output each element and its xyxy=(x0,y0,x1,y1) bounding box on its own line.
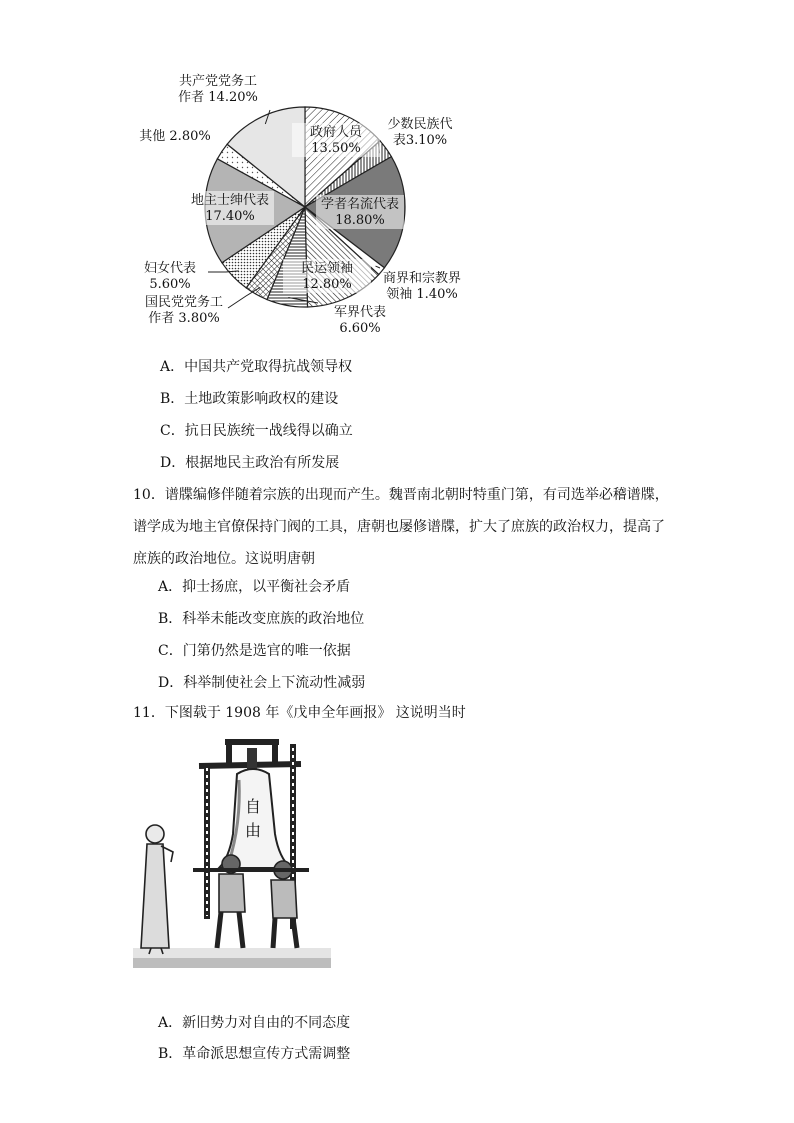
liberty-bell-illustration xyxy=(133,734,331,968)
pie-label-line-2: 作者 14.20% xyxy=(178,90,258,105)
q11-option-a[interactable]: A．新旧势力对自由的不同态度 xyxy=(158,1015,351,1031)
q9-option-b[interactable]: B．土地政策影响政权的建设 xyxy=(160,391,339,407)
bell-text-1: 自 xyxy=(244,797,262,816)
pie-slice-label xyxy=(145,294,223,326)
pie-slice-label xyxy=(310,125,363,156)
q10-stem-line-1: 10．谱牒编修伴随着宗族的出现而产生。魏晋南北朝时特重门第，有司选举必稽谱牒， xyxy=(133,487,669,503)
pie-label-line-1: 政府人员 xyxy=(309,125,363,140)
pie-label-line-1: 少数民族代 xyxy=(387,117,453,132)
pie-label-line-2: 18.80% xyxy=(335,213,385,228)
q9-option-c[interactable]: C．抗日民族统一战线得以确立 xyxy=(160,423,353,439)
pie-label-line-2: 5.60% xyxy=(149,277,191,292)
q10-stem-line-3: 庶族的政治地位。这说明唐朝 xyxy=(133,551,315,567)
pie-label-line-2: 6.60% xyxy=(339,321,381,336)
pie-label-line-2: 17.40% xyxy=(205,209,255,224)
pie-label-line-1: 其他 2.80% xyxy=(139,129,211,144)
q10-option-c[interactable]: C．门第仍然是选官的唯一依据 xyxy=(158,643,351,659)
q11-stem: 11．下图载于 1908 年《戊申全年画报》 这说明当时 xyxy=(133,705,466,721)
pie-label-line-2: 作者 3.80% xyxy=(148,311,220,326)
pie-slice-label xyxy=(144,261,196,292)
q9-option-a[interactable]: A．中国共产党取得抗战领导权 xyxy=(160,359,353,375)
pie-label-line-2: 领袖 1.40% xyxy=(386,287,458,302)
bell-icon xyxy=(219,769,291,868)
pie-leader-line xyxy=(228,287,260,308)
q9-option-d[interactable]: D．根据地民主政治有所发展 xyxy=(160,455,340,471)
pie-slice-label xyxy=(334,305,386,336)
pie-slice-label xyxy=(178,73,258,105)
pie-label-line-2: 12.80% xyxy=(302,277,352,292)
pie-label-line-1: 学者名流代表 xyxy=(320,197,400,212)
pie-label-line-2: 表3.10% xyxy=(392,133,448,148)
pie-label-line-1: 民运领袖 xyxy=(300,261,354,276)
pie-label-line-1: 共产党党务工 xyxy=(178,74,258,89)
pie-label-line-1: 军界代表 xyxy=(333,305,387,320)
pie-slice-label xyxy=(383,270,461,302)
q10-option-a[interactable]: A．抑士扬庶，以平衡社会矛盾 xyxy=(158,579,351,595)
pie-slice-label xyxy=(139,128,210,144)
pie-label-line-1: 国民党党务工 xyxy=(144,295,224,310)
pie-chart xyxy=(130,66,480,342)
q10-option-d[interactable]: D．科举制使社会上下流动性减弱 xyxy=(158,675,366,691)
pie-label-line-1: 商界和宗教界 xyxy=(382,271,462,286)
pie-slice-label xyxy=(387,116,452,148)
q10-stem-line-2: 谱学成为地主官僚保持门阀的工具，唐朝也屡修谱牒，扩大了庶族的政治权力，提高了 xyxy=(133,519,665,535)
pie-label-line-2: 13.50% xyxy=(311,141,361,156)
observer-figure xyxy=(141,825,173,954)
bell-text-2: 由 xyxy=(244,821,262,840)
q10-option-b[interactable]: B．科举未能改变庶族的政治地位 xyxy=(158,611,365,627)
q11-option-b[interactable]: B．革命派思想宣传方式需调整 xyxy=(158,1046,351,1062)
pie-label-line-1: 妇女代表 xyxy=(143,261,197,276)
pie-label-line-1: 地主士绅代表 xyxy=(190,193,270,208)
